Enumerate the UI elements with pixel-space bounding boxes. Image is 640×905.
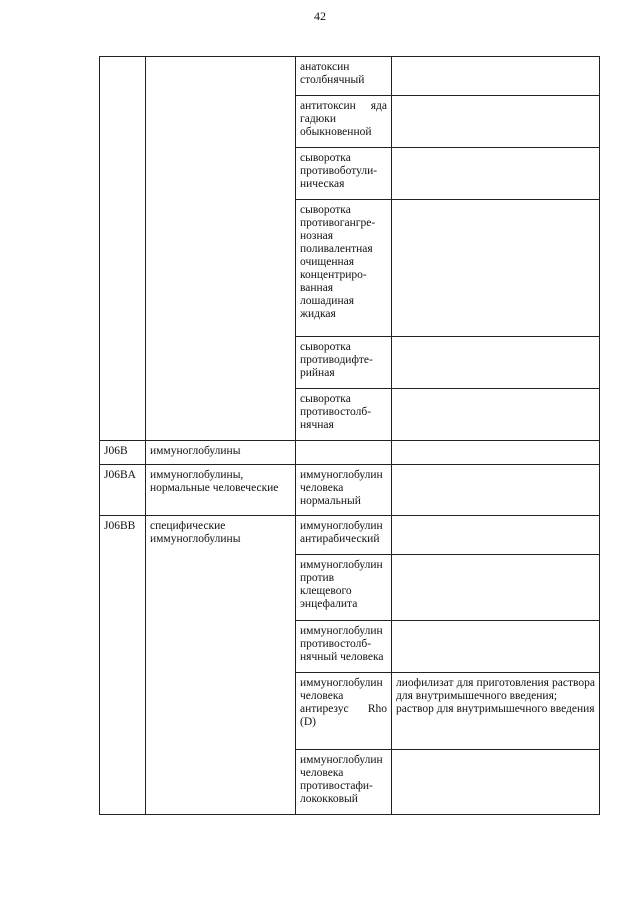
drug-cell	[296, 750, 392, 815]
code-cell	[100, 516, 146, 815]
form-cell	[392, 555, 600, 621]
code-cell	[100, 465, 146, 516]
code-cell	[100, 57, 146, 441]
drug-name: иммуноглобулин против клещевого энцефалита	[300, 559, 383, 610]
drug-name: иммуноглобулин противостолб-нячный человека	[300, 625, 384, 663]
atc-code: J06BA	[104, 469, 136, 481]
drug-name: сыворотка противодифте-рийная	[300, 341, 373, 379]
drug-cell	[296, 555, 392, 621]
group-cell	[146, 516, 296, 815]
dosage-form: раствор для внутримышечного введения	[396, 703, 595, 715]
group-cell	[146, 465, 296, 516]
group-cell	[146, 441, 296, 465]
form-cell	[392, 516, 600, 555]
drug-name: сыворотка противогангре-нозная поливалентная очищенная концентриро-ванная лошадиная жидкая	[300, 204, 376, 320]
drug-cell	[296, 200, 392, 337]
table-row	[100, 465, 600, 516]
drug-name: анатоксин столбнячный	[300, 61, 365, 86]
form-cell	[392, 148, 600, 200]
drug-classification-table	[99, 56, 600, 815]
drug-cell	[296, 57, 392, 96]
drug-cell	[296, 465, 392, 516]
group-name: специфические иммуноглобулины	[150, 520, 241, 545]
form-cell	[392, 441, 600, 465]
drug-cell	[296, 389, 392, 441]
form-cell	[392, 621, 600, 673]
drug-name: сыворотка противостолб-нячная	[300, 393, 372, 431]
drug-cell	[296, 516, 392, 555]
page-number: 42	[314, 9, 326, 23]
atc-code: J06BB	[104, 520, 136, 532]
drug-name: сыворотка противоботули-ническая	[300, 152, 378, 190]
dosage-form: лиофилизат для приготовления раствора для внутримышечного введения;	[396, 677, 595, 702]
drug-name: иммуноглобулин человека антирезус Rho (D)	[300, 677, 387, 728]
form-cell	[392, 750, 600, 815]
drug-cell	[296, 441, 392, 465]
form-cell	[392, 57, 600, 96]
form-cell	[392, 96, 600, 148]
drug-name: иммуноглобулин антирабический	[300, 520, 383, 545]
group-cell	[146, 57, 296, 441]
group-name: иммуноглобулины	[150, 445, 241, 457]
group-name: иммуноглобулины, нормальные человеческие	[150, 469, 279, 494]
form-cell	[392, 337, 600, 389]
form-cell	[392, 200, 600, 337]
code-cell	[100, 441, 146, 465]
atc-code: J06B	[104, 445, 128, 457]
table-row	[100, 57, 600, 96]
drug-cell	[296, 337, 392, 389]
form-cell	[392, 389, 600, 441]
drug-cell	[296, 621, 392, 673]
table-row	[100, 516, 600, 555]
drug-name: иммуноглобулин человека нормальный	[300, 469, 383, 507]
drug-name: антитоксин яда гадюки обыкновенной	[300, 100, 387, 138]
drug-name: иммуноглобулин человека противостафи-лококковый	[300, 754, 383, 805]
drug-cell	[296, 673, 392, 750]
drug-cell	[296, 96, 392, 148]
form-cell	[392, 465, 600, 516]
drug-cell	[296, 148, 392, 200]
form-cell	[392, 673, 600, 750]
table-row	[100, 441, 600, 465]
